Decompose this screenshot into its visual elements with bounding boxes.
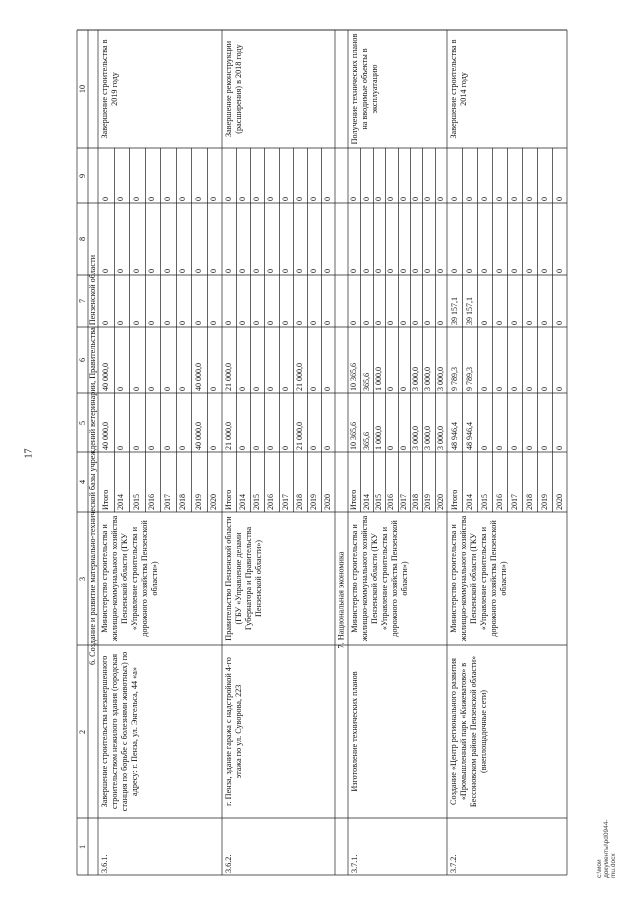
table-cell: 2018 xyxy=(411,494,421,510)
table-cell: 0 xyxy=(238,387,248,391)
table-cell: 0 xyxy=(349,197,359,201)
table-cell: 0 xyxy=(252,197,262,201)
table-cell: 365,6 xyxy=(361,373,371,391)
table-cell: 0 xyxy=(386,321,396,325)
table-cell: 0 xyxy=(162,387,172,391)
section-title: 6. Создание и развитие материально-технической базы учреждений ветеринарии, Правительства Пензенской области xyxy=(88,254,98,666)
table-cell: 0 xyxy=(252,321,262,325)
table-cell: 0 xyxy=(361,197,371,201)
table-cell: 2020 xyxy=(435,494,445,510)
table-cell: 0 xyxy=(266,269,276,273)
row-number: 3.7.2. xyxy=(449,854,458,873)
table-cell: 0 xyxy=(386,269,396,273)
table-cell: 0 xyxy=(509,446,519,450)
table-cell: 0 xyxy=(280,387,290,391)
table-cell: 0 xyxy=(386,387,396,391)
table-cell: 0 xyxy=(361,269,371,273)
column-number: 1 xyxy=(77,844,87,849)
table-cell: 0 xyxy=(554,197,564,201)
table-cell: 0 xyxy=(238,446,248,450)
table-cell: 0 xyxy=(178,387,188,391)
table-cell: 0 xyxy=(131,321,141,325)
table-cell: 40 000,0 xyxy=(100,422,110,450)
table-cell: 2016 xyxy=(494,494,504,510)
table-cell: 0 xyxy=(539,321,549,325)
table-cell: 3 000,0 xyxy=(423,426,433,450)
table-cell: Итого xyxy=(100,489,110,510)
table-cell: 0 xyxy=(449,197,459,201)
table-cell: 0 xyxy=(373,197,383,201)
table-cell: 0 xyxy=(209,197,219,201)
table-cell: 0 xyxy=(147,321,157,325)
table-cell: 2017 xyxy=(398,494,408,510)
table-cell: 48 946,4 xyxy=(449,422,459,450)
table-cell: 48 946,4 xyxy=(464,422,474,450)
table-cell: 0 xyxy=(252,387,262,391)
table-cell: 0 xyxy=(435,321,445,325)
table-cell: 0 xyxy=(131,446,141,450)
table-cell: 2018 xyxy=(294,494,304,510)
table-cell: 2020 xyxy=(322,494,332,510)
table-cell: 0 xyxy=(116,197,126,201)
table-cell: 0 xyxy=(479,446,489,450)
table-cell: 2019 xyxy=(193,494,203,510)
column-number: 3 xyxy=(77,576,87,581)
table-cell: 9 789,3 xyxy=(464,367,474,391)
table-cell: 10 365,6 xyxy=(349,422,359,450)
table-cell: 0 xyxy=(252,269,262,273)
column-number: 6 xyxy=(77,357,87,363)
table-cell: 0 xyxy=(280,446,290,450)
table-cell: 0 xyxy=(162,269,172,273)
table-cell: 0 xyxy=(238,197,248,201)
table-cell: 0 xyxy=(464,269,474,273)
table-cell: 0 xyxy=(554,321,564,325)
table-cell: 3 000,0 xyxy=(411,367,421,391)
table-cell: 2017 xyxy=(280,494,290,510)
table-cell: Итого xyxy=(349,489,359,510)
table-cell: 0 xyxy=(100,269,110,273)
table-cell: 0 xyxy=(266,387,276,391)
table-cell: 0 xyxy=(411,321,421,325)
table-cell: 2015 xyxy=(131,494,141,510)
executor: Министерство строительства и жилищно-коммунального хозяйства Пензенской области (ГКУ «Управление строительства и дорожного хозяйства Пензенской области») xyxy=(100,515,159,642)
table-cell: 0 xyxy=(423,269,433,273)
column-number: 10 xyxy=(77,84,87,94)
expected-result: Завершение строительства в 2014 году xyxy=(449,39,468,139)
table-cell: 0 xyxy=(147,269,157,273)
table-cell: 9 789,3 xyxy=(449,367,459,391)
table-cell: 40 000,0 xyxy=(193,422,203,450)
table-cell: 0 xyxy=(147,387,157,391)
table-cell: 0 xyxy=(554,446,564,450)
table-cell: 2014 xyxy=(361,494,371,510)
table-cell: 1 000,0 xyxy=(373,367,383,391)
table-cell: 0 xyxy=(423,197,433,201)
table-cell: 0 xyxy=(349,269,359,273)
table-cell: 0 xyxy=(479,387,489,391)
table-cell: 0 xyxy=(280,321,290,325)
table-cell: 0 xyxy=(266,197,276,201)
table-cell: 3 000,0 xyxy=(435,426,445,450)
table-cell: 0 xyxy=(373,269,383,273)
table-cell: 2019 xyxy=(423,494,433,510)
table-cell: 0 xyxy=(322,446,332,450)
table-cell: 0 xyxy=(308,387,318,391)
table-cell: 0 xyxy=(322,321,332,325)
table-cell: 2014 xyxy=(238,494,248,510)
table-cell: 10 365,6 xyxy=(349,363,359,391)
table-cell: 0 xyxy=(464,197,474,201)
table-cell: 365,6 xyxy=(361,432,371,450)
footer-file-path: c:\мои документы\pd0944-mu.docx xyxy=(596,819,617,878)
table-cell: 2017 xyxy=(509,494,519,510)
page-number: 17 xyxy=(23,448,35,459)
table-cell: 0 xyxy=(494,321,504,325)
table-cell: 0 xyxy=(116,321,126,325)
table-cell: 0 xyxy=(100,197,110,201)
expected-result: Завершение реконструкции (расширения) в 2018 году xyxy=(224,41,243,137)
table-cell: 0 xyxy=(386,197,396,201)
table-cell: 2019 xyxy=(539,494,549,510)
table-cell: 0 xyxy=(554,387,564,391)
table-cell: 21 000,0 xyxy=(294,363,304,391)
table-cell: 0 xyxy=(131,197,141,201)
executor: Правительство Пензенской области (ГБУ «Управление делами Губернатора и Правительства Пензенской области») xyxy=(224,516,263,641)
table-cell: 0 xyxy=(100,321,110,325)
table-cell: 21 000,0 xyxy=(224,422,234,450)
table-cell: 0 xyxy=(131,387,141,391)
table-cell: 0 xyxy=(509,269,519,273)
table-cell: 0 xyxy=(178,321,188,325)
row-number: 3.7.1. xyxy=(350,854,359,873)
table-cell: 0 xyxy=(322,387,332,391)
table-cell: 0 xyxy=(411,197,421,201)
table-cell: 0 xyxy=(539,446,549,450)
column-number: 9 xyxy=(77,173,87,178)
table-cell: 2016 xyxy=(386,494,396,510)
table-cell: 0 xyxy=(266,321,276,325)
table-cell: 0 xyxy=(524,387,534,391)
table-cell: 0 xyxy=(193,197,203,201)
table-cell: 2018 xyxy=(524,494,534,510)
table-cell: 0 xyxy=(162,197,172,201)
table-cell: 0 xyxy=(116,446,126,450)
table-cell: 0 xyxy=(294,269,304,273)
table-cell: 0 xyxy=(294,197,304,201)
expected-result: Завершение строительства в 2019 году xyxy=(100,39,119,139)
table-cell: 0 xyxy=(116,269,126,273)
table-cell: 0 xyxy=(322,197,332,201)
measure-name: г. Пенза, здание гаража с надстройкой 4-го этажа по ул. Суворова, 223 xyxy=(224,657,243,806)
table-cell: 0 xyxy=(539,197,549,201)
table-cell: 0 xyxy=(479,321,489,325)
table-cell: 0 xyxy=(479,269,489,273)
table-cell: 0 xyxy=(398,446,408,450)
table-cell: 0 xyxy=(266,446,276,450)
table-cell: 0 xyxy=(147,197,157,201)
table-cell: 0 xyxy=(280,197,290,201)
table-cell: 0 xyxy=(554,269,564,273)
table-cell: 0 xyxy=(494,446,504,450)
table-cell: 3 000,0 xyxy=(435,367,445,391)
table-cell: 0 xyxy=(224,269,234,273)
table-cell: 0 xyxy=(494,269,504,273)
table-cell: 3 000,0 xyxy=(411,426,421,450)
table-cell: 0 xyxy=(209,321,219,325)
table-cell: 0 xyxy=(209,446,219,450)
table-cell: 3 000,0 xyxy=(423,367,433,391)
table-cell: 2019 xyxy=(308,494,318,510)
table-cell: 0 xyxy=(308,269,318,273)
table-cell: 0 xyxy=(494,387,504,391)
table-cell: 0 xyxy=(435,197,445,201)
table-cell: 39 157,1 xyxy=(449,297,459,325)
table-cell: 0 xyxy=(322,269,332,273)
table-cell: 2018 xyxy=(178,494,188,510)
table-cell: 0 xyxy=(178,197,188,201)
row-number: 3.6.2. xyxy=(224,854,233,873)
table-cell: 0 xyxy=(224,321,234,325)
table-cell: 0 xyxy=(411,269,421,273)
table-cell: 0 xyxy=(238,321,248,325)
table-cell: 0 xyxy=(398,197,408,201)
table-cell: 2015 xyxy=(479,494,489,510)
table-cell: 0 xyxy=(539,269,549,273)
table-cell: 2014 xyxy=(464,494,474,510)
table-cell: 0 xyxy=(209,387,219,391)
table-cell: 0 xyxy=(524,197,534,201)
table-cell: 0 xyxy=(193,269,203,273)
table-cell: 0 xyxy=(178,269,188,273)
section-title: 7. Национальная экономика xyxy=(336,551,346,649)
table-cell: 0 xyxy=(209,269,219,273)
table-cell: 0 xyxy=(494,197,504,201)
row-number: 3.6.1. xyxy=(100,854,109,873)
column-number: 7 xyxy=(77,298,87,304)
table-cell: 0 xyxy=(398,321,408,325)
expected-result: Получение технических планов на вводимые объекты в эксплуатацию xyxy=(350,33,379,145)
table-cell: 2016 xyxy=(266,494,276,510)
table-cell: 0 xyxy=(435,269,445,273)
table-cell: 0 xyxy=(308,446,318,450)
table-cell: 0 xyxy=(479,197,489,201)
executor: Министерство строительства и жилищно-коммунального хозяйства Пензенской области (ГКУ «Управление строительства и дорожного хозяйства Пензенской области») xyxy=(449,515,508,642)
table-cell: 0 xyxy=(373,321,383,325)
table-cell: 0 xyxy=(162,321,172,325)
table-cell: 0 xyxy=(178,446,188,450)
table-cell: 0 xyxy=(252,446,262,450)
table-cell: 2017 xyxy=(162,494,172,510)
table-cell: 0 xyxy=(224,197,234,201)
table-cell: 0 xyxy=(147,446,157,450)
table-cell: 0 xyxy=(398,387,408,391)
measure-name: Изготовление технических планов xyxy=(350,671,359,792)
table-cell: 0 xyxy=(280,269,290,273)
table-cell: 2020 xyxy=(554,494,564,510)
table-cell: 2020 xyxy=(209,494,219,510)
table-cell: 2015 xyxy=(252,494,262,510)
table-cell: 0 xyxy=(524,321,534,325)
table-cell: 0 xyxy=(524,269,534,273)
table-cell: 0 xyxy=(449,269,459,273)
table-cell: 0 xyxy=(539,387,549,391)
table-cell: 2016 xyxy=(147,494,157,510)
table-cell: Итого xyxy=(449,489,459,510)
table-cell: 0 xyxy=(116,387,126,391)
table-cell: 0 xyxy=(308,197,318,201)
measure-name: Завершение строительства незавершенного строительством нежилого здания (городская станция по борьбе с болезнями животных) по адресу: г. Пенза, ул. Энгельса, 44 «а» xyxy=(100,651,139,812)
table-cell: 0 xyxy=(238,269,248,273)
table-cell: 40 000,0 xyxy=(100,363,110,391)
table-cell: 2014 xyxy=(116,494,126,510)
table-cell: 0 xyxy=(509,387,519,391)
table-cell: 40 000,0 xyxy=(193,363,203,391)
table-cell: 0 xyxy=(509,197,519,201)
table-cell: 0 xyxy=(398,269,408,273)
table-cell: 0 xyxy=(524,446,534,450)
column-number: 8 xyxy=(77,236,87,242)
table-cell: 0 xyxy=(423,321,433,325)
table-cell: 0 xyxy=(294,321,304,325)
table-cell: 0 xyxy=(361,321,371,325)
table-cell: 0 xyxy=(131,269,141,273)
column-number: 4 xyxy=(77,479,87,485)
table-cell: 1 000,0 xyxy=(373,426,383,450)
table-cell: 0 xyxy=(509,321,519,325)
table-cell: 0 xyxy=(308,321,318,325)
executor: Министерство строительства и жилищно-коммунального хозяйства Пензенской области (ГКУ «Управление строительства и дорожного хозяйства Пензенской области») xyxy=(350,515,409,642)
table-cell: 39 157,1 xyxy=(464,297,474,325)
table-cell: Итого xyxy=(224,489,234,510)
measure-name: Создание «Центр регионального развития «Промышленный парк «Кижеватово» в Бессоновском районе Пензенской области» (внеплощадочные сети) xyxy=(449,655,488,808)
table-cell: 21 000,0 xyxy=(294,422,304,450)
table-cell: 0 xyxy=(193,321,203,325)
table-cell: 21 000,0 xyxy=(224,363,234,391)
table-cell: 0 xyxy=(162,446,172,450)
column-number: 5 xyxy=(77,420,87,425)
table-cell: 2015 xyxy=(373,494,383,510)
table-cell: 0 xyxy=(349,321,359,325)
table-cell: 0 xyxy=(386,446,396,450)
column-number: 2 xyxy=(77,729,87,734)
